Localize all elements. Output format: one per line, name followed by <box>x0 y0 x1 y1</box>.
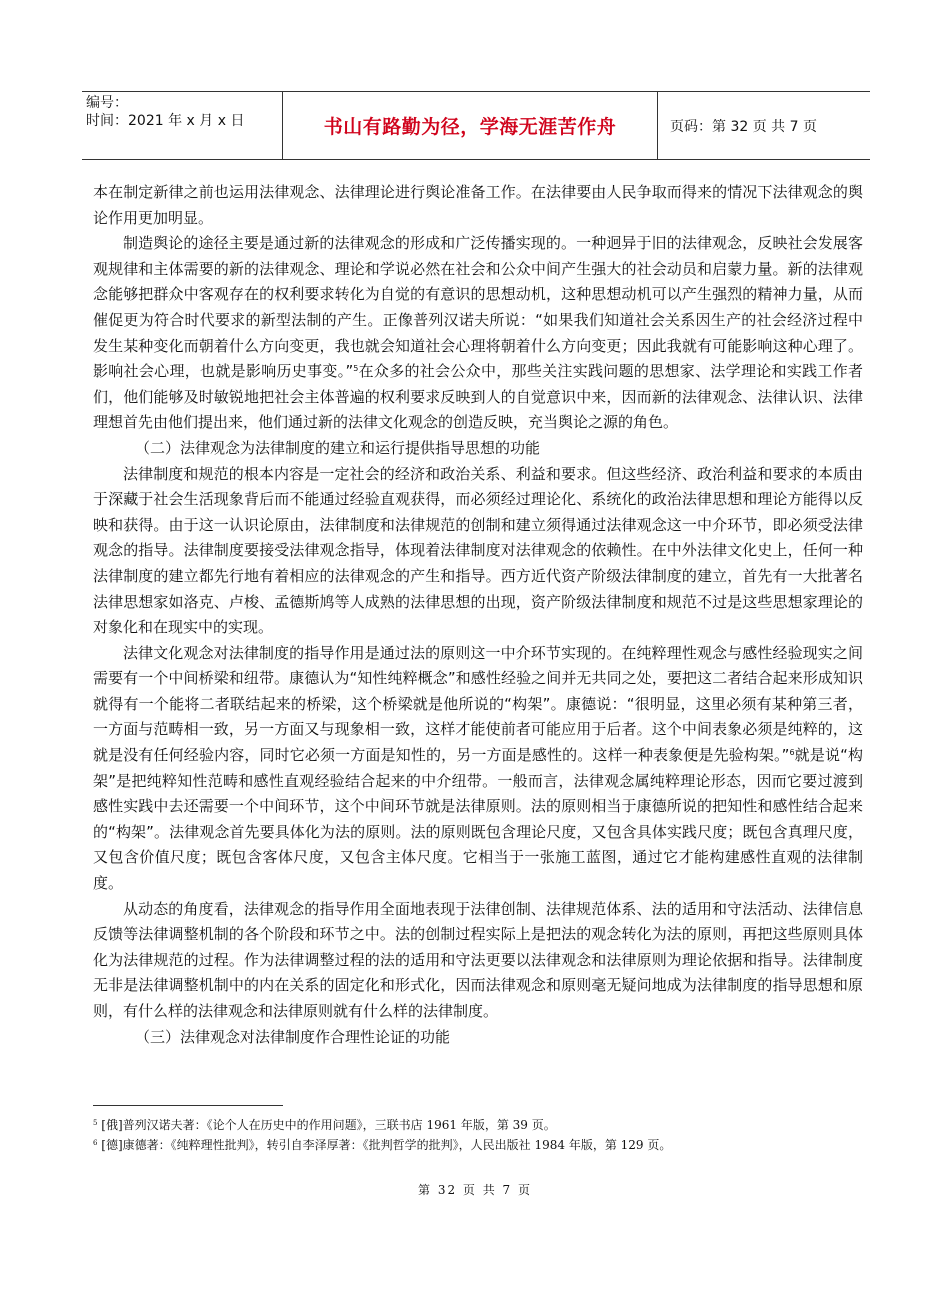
footnote-text: [俄]普列汉诺夫著：《论个人在历史中的作用问题》，三联书店 1961 年版，第 39 页。 <box>97 1118 556 1132</box>
paragraph: 本在制定新律之前也运用法律观念、法律理论进行舆论准备工作。在法律要由人民争取而得来的情况下法律观念的舆论作用更加明显。 <box>93 183 863 227</box>
footnote-text: [德]康德著：《纯粹理性批判》，转引自李泽厚著：《批判哲学的批判》，人民出版社 1984 年版，第 129 页。 <box>97 1138 672 1152</box>
paragraph-text: 在众多的社会公众中，那些关注实践问题的思想家、法学理论和实践工作者们，他们能够及时敏锐地把社会主体普遍的权利要求反映到人的自觉意识中来，因而新的法律观念、法律认识、法律理想首先由他们提出来，他们通过新的法律文化观念的创造反映，充当舆论之源的角色。 <box>93 362 863 432</box>
footnote-separator <box>93 1105 283 1106</box>
header-page-code: 页码：第 32 页 共 7 页 <box>670 118 817 135</box>
paragraph: 从动态的角度看，法律观念的指导作用全面地表现于法律创制、法律规范体系、法的适用和守法活动、法律信息反馈等法律调整机制的各个阶段和环节之中。法的创制过程实际上是把法的观念转化为法的原则，再把这些原则具体化为法律规范的过程。作为法律调整过程的法的适用和守法更要以法律观念和法律原则为理论依据和指导。法律制度无非是法律调整机制中的内在关系的固定化和形式化，因而法律观念和原则毫无疑问地成为法律制度的指导思想和原则，有什么样的法律观念和法律原则就有什么样的法律制度。 <box>93 899 863 1020</box>
section-heading: （二）法律观念为法律制度的建立和运行提供指导思想的功能 <box>135 438 541 457</box>
footnote-number: 6 <box>93 1139 98 1147</box>
header-meta <box>82 92 282 159</box>
footnote-6 <box>93 1135 671 1155</box>
page-header <box>82 91 870 160</box>
paragraph: 法律制度和规范的根本内容是一定社会的经济和政治关系、利益和要求。但这些经济、政治利益和要求的本质由于深藏于社会生活现象背后而不能通过经验直观获得，而必须经过理论化、系统化的政治法律思想和理论方能得以反映和获得。由于这一认识论原由，法律制度和法律规范的创制和建立须得通过法律观念这一中介环节，即必须受法律观念的指导。法律制度要接受法律观念指导，体现着法律制度对法律观念的依赖性。在中外法律文化史上，任何一种法律制度的建立都先行地有着相应的法律观念的产生和指导。西方近代资产阶级法律制度的建立，首先有一大批著名法律思想家如洛克、卢梭、孟德斯鸠等人成熟的法律思想的出现，资产阶级法律制度和规范不过是这些思想家理论的对象化和在现实中的实现。 <box>93 464 863 637</box>
paragraph <box>93 231 863 436</box>
footnote-ref-6[interactable]: 6 <box>789 748 795 758</box>
serial-number-label: 编号： <box>86 95 128 111</box>
footnote-ref-5[interactable]: 5 <box>353 364 359 374</box>
paragraph-text: 就是说“构架”是把纯粹知性范畴和感性直观经验结合起来的中介纽带。一般而言，法律观念属纯粹理论形态，因而它要过渡到感性实践中去还需要一个中间环节，这个中间环节就是法律原则。法的原则相当于康德所说的把知性和感性结合起来的“构架”。法律观念首先要具体化为法的原则。法的原则既包含理论尺度，又包含具体实践尺度；既包含真理尺度，又包含价值尺度；既包含客体尺度，又包含主体尺度。它相当于一张施工蓝图，通过它才能构建感性直观的法律制度。 <box>93 746 863 893</box>
document-body <box>93 180 863 1050</box>
page-footer: 第 32 页 共 7 页 <box>418 1183 532 1197</box>
paragraph <box>93 641 863 897</box>
date-label: 时间：2021 年 x 月 x 日 <box>86 113 245 129</box>
header-motto: 书山有路勤为径，学海无涯苦作舟 <box>282 92 658 159</box>
footnotes <box>93 1115 671 1155</box>
paragraph-text: 法律文化观念对法律制度的指导作用是通过法的原则这一中介环节实现的。在纯粹理性观念与感性经验现实之间需要有一个中间桥梁和纽带。康德认为“知性纯粹概念”和感性经验之间并无共同之处，要把这二者结合起来形成知识就得有一个能将二者联结起来的桥梁，这个桥梁就是他所说的“构架”。康德说：“很明显，这里必须有某种第三者，一方面与范畴相一致，另一方面又与现象相一致，这样才能使前者可能应用于后者。这个中间表象必须是纯粹的，这就是没有任何经验内容，同时它必须一方面是知性的，另一方面是感性的。这样一种表象便是先验构架。” <box>93 643 863 765</box>
section-heading: （三）法律观念对法律制度作合理性论证的功能 <box>135 1027 451 1046</box>
paragraph-text: 制造舆论的途径主要是通过新的法律观念的形成和广泛传播实现的。一种迥异于旧的法律观念，反映社会发展客观规律和主体需要的新的法律观念、理论和学说必然在社会和公众中间产生强大的社会动员和启蒙力量。新的法律观念能够把群众中客观存在的权利要求转化为自觉的有意识的思想动机，这种思想动机可以产生强烈的精神力量，从而催促更为符合时代要求的新型法制的产生。正像普列汉诺夫所说：“如果我们知道社会关系因生产的社会经济过程中发生某种变化而朝着什么方向变更，我也就会知道社会心理将朝着什么方向变更；因此我就有可能影响这种心理了。影响社会心理，也就是影响历史事变。” <box>93 234 863 381</box>
footnote-5 <box>93 1115 671 1135</box>
footnote-number: 5 <box>93 1119 98 1127</box>
